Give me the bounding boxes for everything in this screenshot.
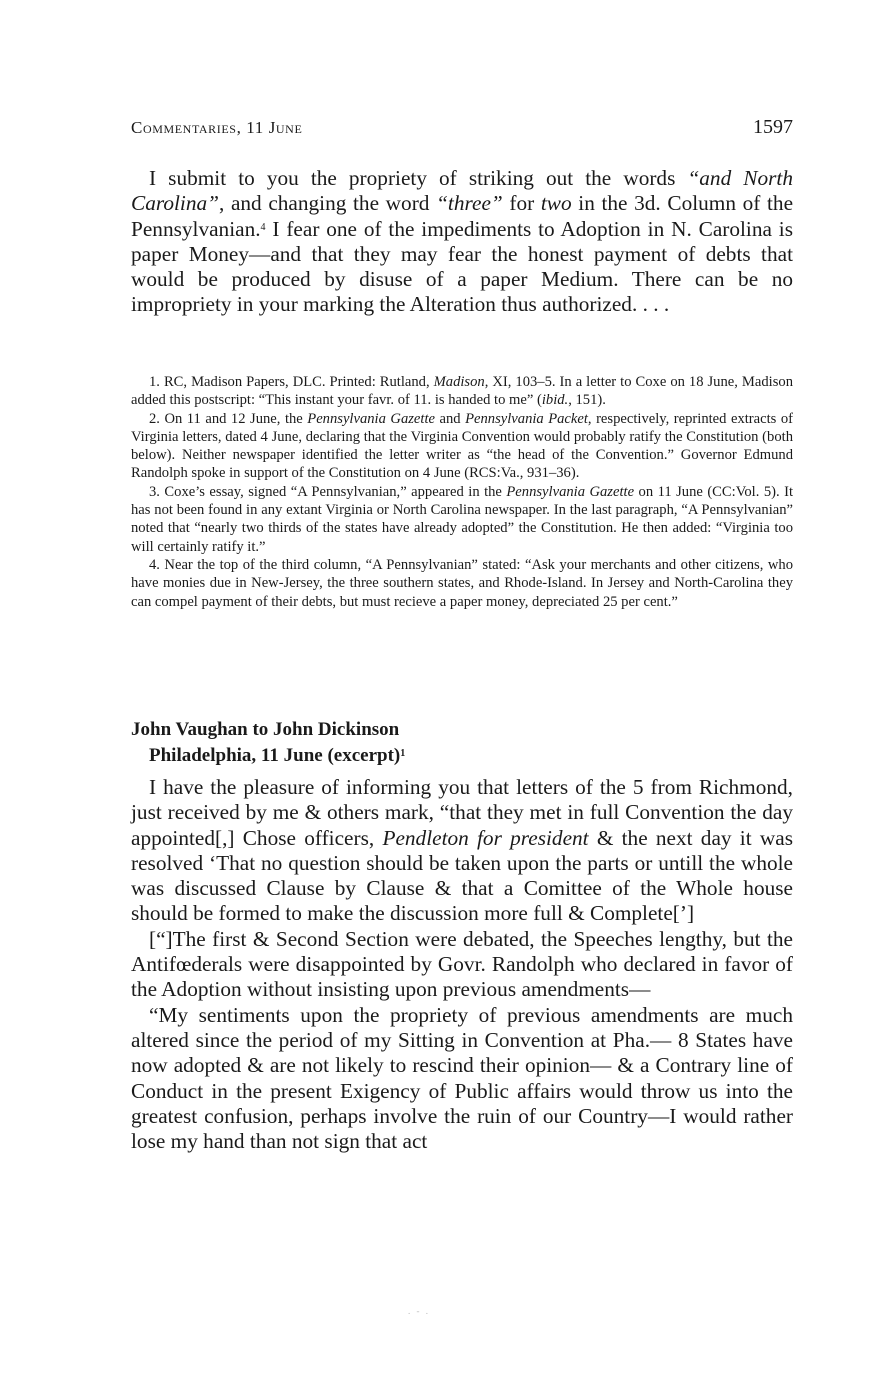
letter-paragraph: I submit to you the propriety of striking out the words “and North Carolina”, and changing the word “three” for two in the 3d. Column of the Pennsylvanian.$^4$ I fear one of the impediments to Adoption in N. Carolina is paper Money—and that they may fear the honest payment of debts that would be produced by disuse of a paper Medium. There can be no impropriety in your marking the Alteration thus authorized. . . . [131, 166, 794, 317]
running-title: Commentaries, 11 June [131, 118, 303, 137]
document-heading [131, 717, 793, 769]
stray-marks: . - . [408, 1306, 430, 1316]
running-head [131, 116, 793, 139]
note-reference: 4 [260, 221, 266, 233]
document-paragraph-2: [“]The first & Second Section were debated, the Speeches lengthy, but the Antifœderals were disappointed by Govr. Randolph who declared in favor of the Adoption without insisting upon previous amendments— [131, 926, 793, 1002]
footnotes [131, 373, 793, 611]
document-dateline: Philadelphia, 11 June (excerpt)$^1$ [149, 745, 406, 766]
letter-continuation [131, 166, 793, 318]
document-paragraph-3: “My sentiments upon the propriety of previous amendments are much altered since the period of my Sitting in Convention at Pha.— 8 States have now adopted & are not likely to rescind their opinion— & a Contrary line of Conduct in the present Exigency of Public affairs would throw us into the greatest confusion, perhaps involve the ruin of our Country—I would rather lose my hand than not sign that act [131, 1002, 793, 1154]
document-title: John Vaughan to John Dickinson [131, 719, 400, 740]
document-body [131, 775, 793, 1154]
footnote-2: 2. On 11 and 12 June, the Pennsylvania Gazette and Pennsylvania Packet, respectively, reprinted extracts of Virginia letters, dated 4 June, declaring that the Virginia Convention would probably ratify the Constitution (both below). Neither newspaper identified the letter writer as “the head of the Convention.” Governor Edmund Randolph spoke in support of the Constitution on 4 June (RCS:Va., 931–36). [131, 410, 794, 482]
footnote-4: 4. Near the top of the third column, “A Pennsylvanian” stated: “Ask your merchants and other citizens, who have monies due in New-Jersey, the three southern states, and Rhode-Island. In Jersey and North-Carolina they can compel payment of their debts, but must recieve a paper money, depreciated 25 per cent.” [131, 556, 793, 610]
note-reference: 1 [400, 748, 406, 759]
footnote-1: 1. RC, Madison Papers, DLC. Printed: Rutland, Madison, XI, 103–5. In a letter to Coxe on 18 June, Madison added this postscript: “This instant your favr. of 11. is handed to me” (ibid., 151). [131, 374, 793, 409]
footnote-3: 3. Coxe’s essay, signed “A Pennsylvanian,” appeared in the Pennsylvania Gazette on 11 June (CC:Vol. 5). It has not been found in any extant Virginia or North Carolina newspaper. In the last paragraph, “A Pennsylvanian” noted that “nearly two thirds of the states have already adopted” the Constitution. He then added: “Virginia too will certainly ratify it.” [131, 483, 794, 555]
page-number: 1597 [753, 116, 793, 138]
document-paragraph-1: I have the pleasure of informing you that letters of the 5 from Richmond, just received by me & others mark, “that they met in full Convention the day appointed[,] Chose officers, Pendleton for president & the next day it was resolved ‘That no question should be taken upon the parts or untill the whole was discussed Clause by Clause & that a Comittee of the Whole house should be formed to make the discussion more full & Complete[’] [131, 775, 793, 926]
